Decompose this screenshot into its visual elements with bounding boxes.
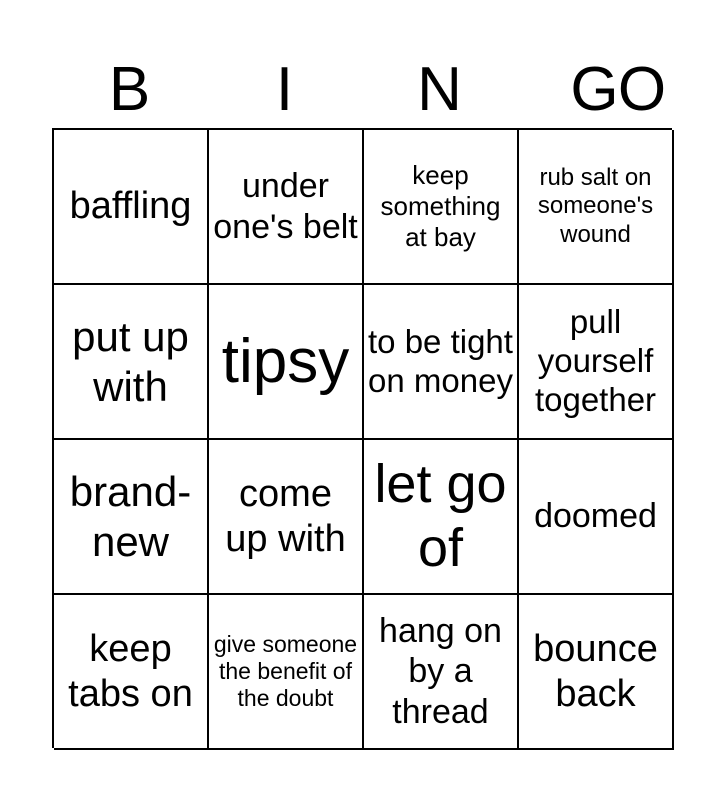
bingo-cell[interactable]	[54, 130, 209, 285]
header-letter-i: I	[275, 55, 294, 124]
bingo-cell[interactable]	[54, 285, 209, 440]
cell-text: brand-new	[69, 467, 192, 565]
bingo-card-grid	[52, 128, 672, 748]
bingo-cell[interactable]	[54, 595, 209, 750]
bingo-cell[interactable]	[364, 595, 519, 750]
cell-text: let go of	[374, 453, 507, 578]
bingo-cell[interactable]	[519, 440, 674, 595]
bingo-cell[interactable]	[209, 285, 364, 440]
bingo-cell[interactable]	[519, 595, 674, 750]
cell-text: to be tight on money	[368, 322, 513, 399]
bingo-cell[interactable]	[519, 285, 674, 440]
bingo-cell[interactable]	[209, 440, 364, 595]
cell-text: keep tabs on	[68, 627, 193, 715]
bingo-cell[interactable]	[54, 440, 209, 595]
bingo-cell[interactable]	[364, 285, 519, 440]
cell-text: come up with	[225, 472, 346, 560]
header-letter-b: B	[108, 55, 151, 124]
cell-text: rub salt on someone's wound	[537, 164, 654, 248]
header-letter-o: O	[617, 55, 667, 124]
cell-text: under one's belt	[213, 167, 358, 246]
cell-text: keep something at bay	[380, 160, 501, 252]
bingo-cell[interactable]	[364, 440, 519, 595]
cell-text: put up with	[72, 312, 189, 410]
header-letter-n: N	[417, 55, 462, 124]
cell-text: doomed	[534, 497, 657, 536]
bingo-cell[interactable]	[209, 595, 364, 750]
cell-text: bounce back	[533, 627, 658, 715]
cell-text: baffling	[69, 185, 192, 228]
cell-text: hang on by a thread	[379, 612, 502, 731]
header-letter-g: G	[570, 55, 619, 124]
bingo-header	[52, 52, 672, 128]
bingo-cell[interactable]	[519, 130, 674, 285]
cell-text: pull yourself together	[534, 303, 657, 418]
bingo-cell[interactable]	[364, 130, 519, 285]
cell-text: give someone the benefit of the doubt	[213, 630, 358, 712]
cell-text: tipsy	[221, 326, 350, 396]
bingo-cell[interactable]	[209, 130, 364, 285]
